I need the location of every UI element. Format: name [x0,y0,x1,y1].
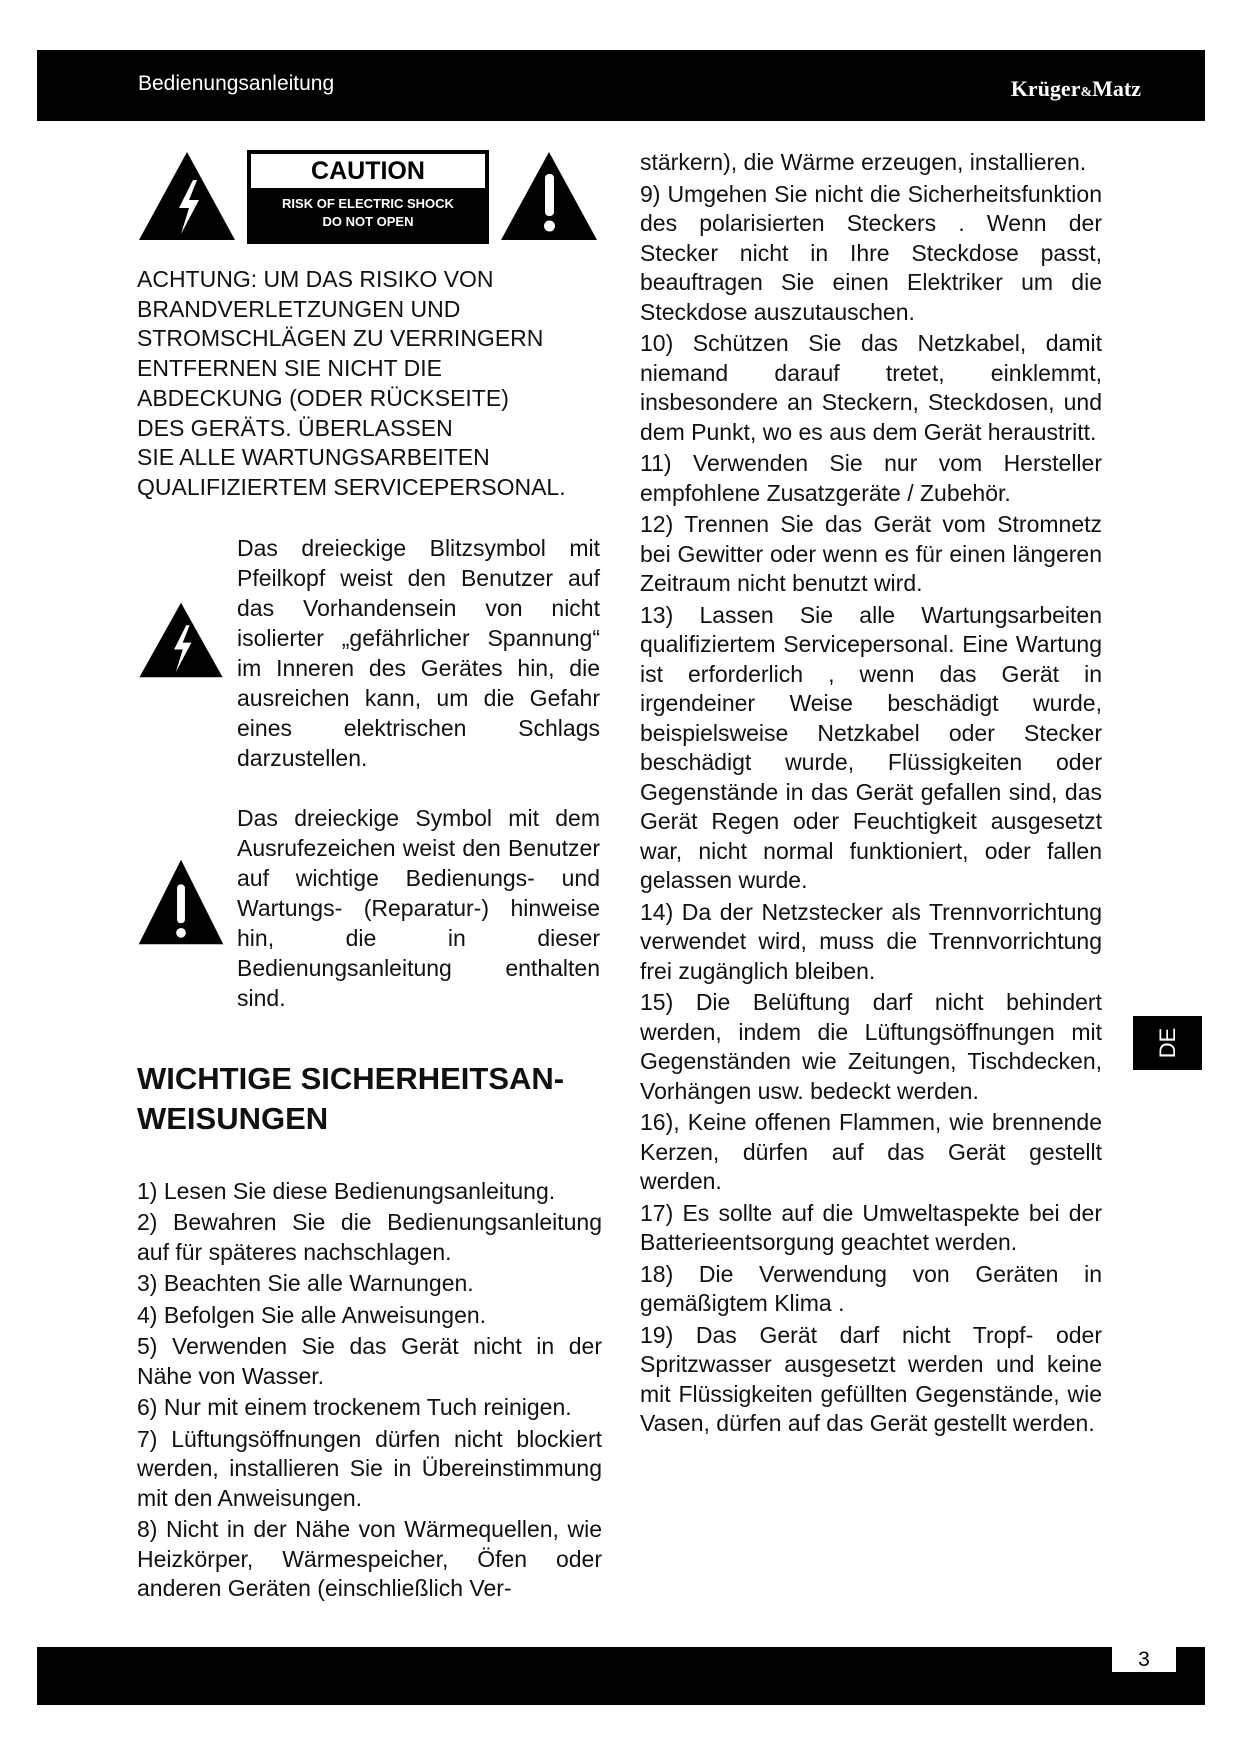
list-item: 18) Die Verwendung von Geräten in gemäßigtem Klima . [640,1260,1102,1316]
section-heading [137,1059,602,1139]
warning-line: QUALIFIZIERTEM SERVICEPERSONAL. [137,473,566,500]
caution-line-2: DO NOT OPEN [322,214,414,229]
list-item: 12) Trennen Sie das Gerät vom Stromnetz bei Gewitter oder wenn es für einen längeren Zeitraum nicht benutzt wird. [640,511,1102,596]
warning-line: ACHTUNG: UM DAS RISIKO VON [137,266,494,292]
warning-line: SIE ALLE WARTUNGSARBEITEN [137,444,490,471]
warning-line: ABDECKUNG (ODER RÜCKSEITE) [137,384,509,411]
list-item: 7) Lüftungsöffnungen dürfen nicht blockiert werden, installieren Sie in Übereinstimmung mit den Anweisungen. [137,1425,602,1511]
list-item: 14) Da der Netzstecker als Trennvorrichtung verwendet wird, muss die Trennvorrichtung frei zugänglich bleiben. [640,898,1102,984]
exclamation-warning-icon [499,150,599,242]
right-column [640,148,1102,1439]
left-instruction-list [137,1177,602,1604]
list-item: 1) Lesen Sie diese Bedienungsanleitung. [137,1177,556,1204]
warning-line: DES GERÄTS. ÜBERLASSEN [137,414,453,441]
list-item: 5) Verwenden Sie das Gerät nicht in der Nähe von Wasser. [137,1333,602,1389]
warning-line: STROMSCHLÄGEN ZU VERRINGERN [137,325,544,352]
list-item: 6) Nur mit einem trockenem Tuch reinigen. [137,1394,572,1421]
caution-line-1: RISK OF ELECTRIC SHOCK [282,196,454,211]
warning-line: BRANDVERLETZUNGEN UND [137,295,461,322]
list-item: 4) Befolgen Sie alle Anweisungen. [137,1301,487,1328]
list-item: 19) Das Gerät darf nicht Tropf- oder Spritzwasser ausgesetzt werden und keine mit Flüssigkeiten gefüllten Gegenstände, wie Vasen, dürfen auf das Gerät gestellt werden. [640,1321,1102,1436]
lightning-symbol-explanation [137,533,602,773]
header-bar [37,50,1205,121]
brand-name: Krüger [1010,76,1081,101]
list-item: 8) Nicht in der Nähe von Wärmequellen, wie Heizkörper, Wärmespeicher, Öfen oder anderen Geräten (einschließlich Ver- [137,1516,602,1602]
caution-box [247,150,489,244]
brand-tail: Matz [1092,76,1141,101]
list-item: 15) Die Belüftung darf nicht behindert werden, indem die Lüftungsöffnungen mit Gegenständen wie Zeitungen, Tischdecken, Vorhängen usw. bedeckt werden. [640,989,1102,1104]
lightning-description: Das dreieckige Blitzsymbol mit Pfeilkopf weist den Benutzer auf das Vorhandensein von nicht isolierter „gefährlicher Spannung“ im Inneren des Gerätes hin, die ausreichen kann, um die Gefahr eines elektrischen Schlags darzustellen. [237,534,600,771]
caution-label [137,150,602,245]
list-item: 11) Verwenden Sie nur vom Hersteller empfohlene Zusatzgeräte / Zubehör. [640,450,1102,506]
language-tab-label: DE [1154,1027,1180,1059]
exclamation-triangle-icon [137,857,225,947]
list-item: 3) Beachten Sie alle Warnungen. [137,1270,474,1297]
list-item: 2) Bewahren Sie die Bedienungsanleitung auf für späteres nachschlagen. [137,1209,602,1265]
list-item: stärkern), die Wärme erzeugen, installieren. [640,149,1087,175]
lightning-warning-icon [137,150,237,242]
page-number: 3 [1112,1647,1176,1672]
header-title: Bedienungsanleitung [138,72,335,95]
footer-bar [37,1647,1205,1705]
list-item: 9) Umgehen Sie nicht die Sicherheitsfunktion des polarisierten Steckers . Wenn der Stecker nicht in Ihre Steckdose passt, beauftragen Sie einen Elektriker um die Steckdose auszutauschen. [640,180,1102,325]
heading-line-1: WICHTIGE SICHERHEITSAN- [137,1060,565,1096]
language-tab [1133,1016,1202,1070]
list-item: 17) Es sollte auf die Umweltaspekte bei der Batterieentsorgung geachtet werden. [640,1199,1102,1255]
list-item: 13) Lassen Sie alle Wartungsarbeiten qualifiziertem Servicepersonal. Eine Wartung ist erforderlich , wenn das Gerät in irgendeiner Weise beschädigt wurde, beispielsweise Netzkabel oder Stecker beschädigt wurde, Flüssigkeiten oder Gegenstände in das Gerät gefallen sind, das Gerät Regen oder Feuchtigkeit ausgesetzt war, nicht normal funktioniert, oder fallen gelassen wurde. [640,601,1102,893]
heading-line-2: WEISUNGEN [137,1100,329,1136]
list-item: 16), Keine offenen Flammen, wie brennende Kerzen, dürfen auf das Gerät gestellt werden. [640,1109,1102,1194]
exclamation-symbol-explanation [137,803,602,1013]
exclamation-description: Das dreieckige Symbol mit dem Ausrufezeichen weist den Benutzer auf wichtige Bedienungs- und Wartungs- (Reparatur-) hinweise hin, die in dieser Bedienungsanleitung enthalten sind. [237,804,600,1011]
brand-amp: & [1080,85,1093,100]
warning-line: ENTFERNEN SIE NICHT DIE [137,355,442,382]
left-column [137,150,602,1604]
list-item: 10) Schützen Sie das Netzkabel, damit niemand darauf tretet, einklemmt, insbesondere an Steckern, Steckdosen, und dem Punkt, wo es aus dem Gerät heraustritt. [640,330,1102,445]
warning-text [137,265,602,503]
brand-logo [1011,76,1141,102]
lightning-triangle-icon [137,601,225,679]
caution-title: CAUTION [251,154,485,188]
